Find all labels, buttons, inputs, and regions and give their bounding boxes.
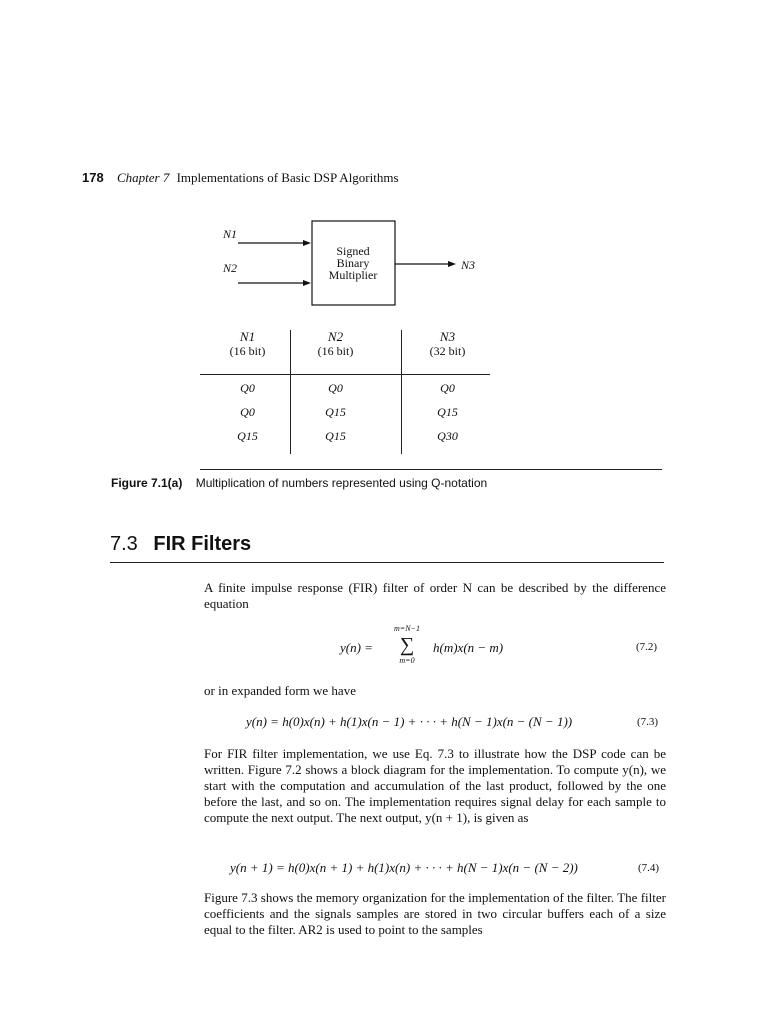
equation-number-7-2: (7.2)	[636, 641, 658, 653]
paragraph-memory: Figure 7.3 shows the memory organization for the implementation of the filter. The filter coefficients and the signals samples are stored in two circular buffers each of a size equal to the filter. AR2 is used to point to the samples	[204, 890, 666, 937]
table-cell: Q30	[437, 429, 458, 443]
equation-number-7-3: (7.3)	[637, 716, 659, 728]
figure-rule	[200, 469, 662, 470]
chapter-title: Implementations of Basic DSP Algorithms	[176, 170, 399, 185]
equation-7-2-rhs: h(m)x(n − m)	[433, 640, 504, 655]
table-cell: Q0	[240, 381, 255, 395]
table-column-n2	[288, 330, 383, 448]
block-label-line-1: Signed	[336, 244, 370, 258]
chapter-label: Chapter 7	[116, 170, 170, 185]
paragraph-expanded: or in expanded form we have	[204, 683, 356, 698]
table-cell: Q15	[325, 429, 346, 443]
output-arrowhead	[448, 261, 456, 267]
sum-lower-limit: m=0	[399, 656, 415, 665]
paragraph-intro: A finite impulse response (FIR) filter of order N can be described by the difference equation	[204, 580, 666, 611]
input-n1-label: N1	[223, 227, 238, 241]
multiplier-block	[312, 221, 395, 305]
equation-7-2-lhs: y(n) =	[340, 640, 373, 655]
input-n2-label: N2	[223, 261, 238, 275]
column-variable: N1	[239, 329, 256, 344]
section-heading	[110, 533, 251, 556]
table-cell: Q15	[437, 405, 458, 419]
section-number: 7.3	[110, 533, 138, 555]
equation-number-7-4: (7.4)	[638, 862, 660, 874]
table-cell: Q15	[325, 405, 346, 419]
table-cell: Q0	[240, 405, 255, 419]
output-n3-label: N3	[461, 258, 476, 272]
section-title: FIR Filters	[153, 533, 252, 555]
input-n1-arrowhead	[303, 240, 311, 246]
sum-upper-limit: m=N−1	[394, 624, 420, 633]
section-rule	[110, 562, 664, 563]
table-cell: Q15	[237, 429, 258, 443]
table-cell: Q0	[328, 381, 343, 395]
equation-7-3: y(n) = h(0)x(n) + h(1)x(n − 1) + · · · + h(N − 1)x(n − (N − 1))	[246, 714, 573, 729]
table-column-n1	[200, 330, 295, 448]
column-bits: (32 bit)	[429, 344, 466, 358]
column-variable: N3	[439, 329, 456, 344]
table-header	[400, 330, 495, 370]
page-number: 178	[82, 170, 104, 185]
table-column-n3	[400, 330, 495, 448]
summation	[392, 624, 422, 666]
column-bits: (16 bit)	[317, 344, 354, 358]
equation-7-4: y(n + 1) = h(0)x(n + 1) + h(1)x(n) + · · · + h(N − 1)x(n − (N − 2))	[230, 860, 578, 875]
running-header	[82, 170, 399, 186]
column-bits: (16 bit)	[229, 344, 266, 358]
block-label-line-3: Multiplier	[328, 268, 378, 282]
input-n2-arrowhead	[303, 280, 311, 286]
table-header	[200, 330, 295, 370]
q-notation-table	[200, 330, 490, 454]
table-cell: Q0	[440, 381, 455, 395]
paragraph-implementation: For FIR filter implementation, we use Eq. 7.3 to illustrate how the DSP code can be written. Figure 7.2 shows a block diagram for the implementation. To compute y(n), we start with the computation and accumulation of the last product, followed by the one before the last, and so on. The implementation requires signal delay for each sample to compute the next output. The next output, y(n + 1), is given as	[204, 746, 666, 825]
sum-sign: ∑	[399, 634, 415, 656]
figure-caption-text: Multiplication of numbers represented using Q-notation	[195, 476, 488, 490]
column-variable: N2	[327, 329, 344, 344]
figure-label: Figure 7.1(a)	[111, 476, 183, 490]
figure-caption	[111, 476, 487, 490]
block-label-line-2: Binary	[336, 256, 370, 270]
table-header	[288, 330, 383, 370]
multiplier-block-diagram	[0, 0, 768, 330]
